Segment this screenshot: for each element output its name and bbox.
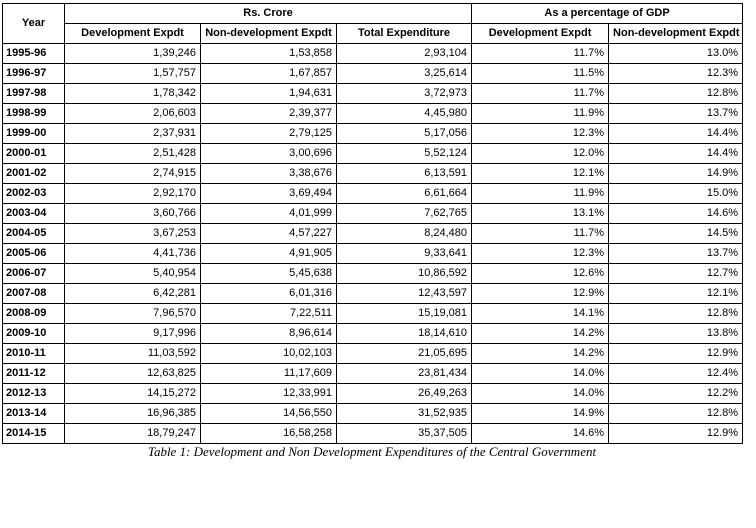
table-row [3, 44, 743, 64]
year-cell: 1996-97 [3, 64, 65, 84]
dev-expdt-cell: 5,40,954 [65, 264, 201, 284]
table-row [3, 144, 743, 164]
nondev-expdt-cell: 4,91,905 [201, 244, 337, 264]
total-expenditure-cell: 21,05,695 [337, 344, 472, 364]
gdp-dev-pct-cell: 11.9% [472, 184, 609, 204]
table-row [3, 224, 743, 244]
gdp-dev-pct-cell: 12.3% [472, 124, 609, 144]
total-expenditure-cell: 23,81,434 [337, 364, 472, 384]
nondev-expdt-cell: 6,01,316 [201, 284, 337, 304]
gdp-nondev-pct-cell: 12.8% [609, 304, 743, 324]
dev-expdt-header: Development Expdt [65, 24, 201, 44]
gdp-dev-pct-cell: 11.9% [472, 104, 609, 124]
dev-expdt-cell: 7,96,570 [65, 304, 201, 324]
table-container [2, 3, 742, 460]
table-row [3, 384, 743, 404]
table-row [3, 164, 743, 184]
table-row [3, 104, 743, 124]
nondev-expdt-cell: 4,01,999 [201, 204, 337, 224]
dev-expdt-cell: 1,39,246 [65, 44, 201, 64]
year-cell: 2001-02 [3, 164, 65, 184]
table-row [3, 204, 743, 224]
total-expenditure-cell: 4,45,980 [337, 104, 472, 124]
gdp-dev-pct-cell: 13.1% [472, 204, 609, 224]
total-expenditure-cell: 9,33,641 [337, 244, 472, 264]
table-body [3, 44, 743, 444]
total-expenditure-cell: 8,24,480 [337, 224, 472, 244]
nondev-expdt-cell: 14,56,550 [201, 404, 337, 424]
nondev-expdt-cell: 5,45,638 [201, 264, 337, 284]
total-expenditure-cell: 5,52,124 [337, 144, 472, 164]
total-expenditure-cell: 3,25,614 [337, 64, 472, 84]
nondev-expdt-cell: 2,79,125 [201, 124, 337, 144]
gdp-nondev-pct-cell: 12.4% [609, 364, 743, 384]
gdp-dev-pct-cell: 14.2% [472, 344, 609, 364]
table-row [3, 284, 743, 304]
nondev-expdt-cell: 4,57,227 [201, 224, 337, 244]
dev-expdt-cell: 14,15,272 [65, 384, 201, 404]
table-row [3, 324, 743, 344]
gdp-nondev-pct-cell: 12.8% [609, 404, 743, 424]
gdp-dev-expdt-header: Development Expdt [472, 24, 609, 44]
gdp-dev-pct-cell: 11.7% [472, 84, 609, 104]
gdp-nondev-pct-cell: 13.7% [609, 244, 743, 264]
gdp-nondev-pct-cell: 13.0% [609, 44, 743, 64]
gdp-dev-pct-cell: 14.0% [472, 364, 609, 384]
nondev-expdt-cell: 16,58,258 [201, 424, 337, 444]
table-row [3, 404, 743, 424]
year-cell: 2002-03 [3, 184, 65, 204]
dev-expdt-cell: 3,67,253 [65, 224, 201, 244]
dev-expdt-cell: 2,92,170 [65, 184, 201, 204]
gdp-nondev-pct-cell: 12.9% [609, 424, 743, 444]
year-cell: 2014-15 [3, 424, 65, 444]
dev-expdt-cell: 4,41,736 [65, 244, 201, 264]
nondev-expdt-cell: 3,69,494 [201, 184, 337, 204]
year-cell: 2011-12 [3, 364, 65, 384]
gdp-nondev-pct-cell: 13.7% [609, 104, 743, 124]
table-row [3, 184, 743, 204]
total-expenditure-header: Total Expenditure [337, 24, 472, 44]
gdp-nondev-pct-cell: 12.3% [609, 64, 743, 84]
year-cell: 1999-00 [3, 124, 65, 144]
dev-expdt-cell: 2,06,603 [65, 104, 201, 124]
table-row [3, 124, 743, 144]
gdp-nondev-expdt-header: Non-development Expdt [609, 24, 743, 44]
nondev-expdt-cell: 3,00,696 [201, 144, 337, 164]
table-row [3, 344, 743, 364]
dev-expdt-cell: 16,96,385 [65, 404, 201, 424]
dev-expdt-cell: 2,74,915 [65, 164, 201, 184]
total-expenditure-cell: 5,17,056 [337, 124, 472, 144]
year-cell: 2010-11 [3, 344, 65, 364]
gdp-dev-pct-cell: 11.7% [472, 44, 609, 64]
nondev-expdt-cell: 1,53,858 [201, 44, 337, 64]
total-expenditure-cell: 6,61,664 [337, 184, 472, 204]
dev-expdt-cell: 2,37,931 [65, 124, 201, 144]
gdp-dev-pct-cell: 14.1% [472, 304, 609, 324]
dev-expdt-cell: 9,17,996 [65, 324, 201, 344]
header-row-groups [3, 4, 743, 24]
nondev-expdt-header: Non-development Expdt [201, 24, 337, 44]
gdp-dev-pct-cell: 12.3% [472, 244, 609, 264]
gdp-dev-pct-cell: 12.0% [472, 144, 609, 164]
gdp-nondev-pct-cell: 13.8% [609, 324, 743, 344]
gdp-nondev-pct-cell: 14.4% [609, 144, 743, 164]
gdp-nondev-pct-cell: 14.6% [609, 204, 743, 224]
table-row [3, 264, 743, 284]
total-expenditure-cell: 3,72,973 [337, 84, 472, 104]
total-expenditure-cell: 35,37,505 [337, 424, 472, 444]
nondev-expdt-cell: 10,02,103 [201, 344, 337, 364]
expenditure-table [2, 3, 743, 444]
table-row [3, 84, 743, 104]
year-cell: 2006-07 [3, 264, 65, 284]
gdp-dev-pct-cell: 14.2% [472, 324, 609, 344]
nondev-expdt-cell: 1,94,631 [201, 84, 337, 104]
table-row [3, 64, 743, 84]
gdp-nondev-pct-cell: 12.1% [609, 284, 743, 304]
nondev-expdt-cell: 7,22,511 [201, 304, 337, 324]
nondev-expdt-cell: 3,38,676 [201, 164, 337, 184]
dev-expdt-cell: 2,51,428 [65, 144, 201, 164]
gdp-nondev-pct-cell: 12.2% [609, 384, 743, 404]
total-expenditure-cell: 26,49,263 [337, 384, 472, 404]
year-cell: 2012-13 [3, 384, 65, 404]
dev-expdt-cell: 11,03,592 [65, 344, 201, 364]
table-row [3, 304, 743, 324]
gdp-dev-pct-cell: 14.0% [472, 384, 609, 404]
total-expenditure-cell: 2,93,104 [337, 44, 472, 64]
dev-expdt-cell: 1,78,342 [65, 84, 201, 104]
table-row [3, 424, 743, 444]
year-cell: 2003-04 [3, 204, 65, 224]
year-cell: 1998-99 [3, 104, 65, 124]
nondev-expdt-cell: 1,67,857 [201, 64, 337, 84]
gdp-dev-pct-cell: 12.1% [472, 164, 609, 184]
nondev-expdt-cell: 12,33,991 [201, 384, 337, 404]
gdp-nondev-pct-cell: 12.9% [609, 344, 743, 364]
dev-expdt-cell: 18,79,247 [65, 424, 201, 444]
year-cell: 1997-98 [3, 84, 65, 104]
total-expenditure-cell: 7,62,765 [337, 204, 472, 224]
gdp-percentage-group-header: As a percentage of GDP [472, 4, 743, 24]
gdp-nondev-pct-cell: 12.7% [609, 264, 743, 284]
dev-expdt-cell: 3,60,766 [65, 204, 201, 224]
gdp-dev-pct-cell: 12.9% [472, 284, 609, 304]
total-expenditure-cell: 6,13,591 [337, 164, 472, 184]
total-expenditure-cell: 15,19,081 [337, 304, 472, 324]
dev-expdt-cell: 6,42,281 [65, 284, 201, 304]
year-cell: 2009-10 [3, 324, 65, 344]
dev-expdt-cell: 12,63,825 [65, 364, 201, 384]
header-row-columns [3, 24, 743, 44]
gdp-dev-pct-cell: 14.9% [472, 404, 609, 424]
gdp-dev-pct-cell: 12.6% [472, 264, 609, 284]
year-cell: 2007-08 [3, 284, 65, 304]
total-expenditure-cell: 31,52,935 [337, 404, 472, 424]
nondev-expdt-cell: 2,39,377 [201, 104, 337, 124]
total-expenditure-cell: 12,43,597 [337, 284, 472, 304]
year-cell: 2013-14 [3, 404, 65, 424]
gdp-nondev-pct-cell: 12.8% [609, 84, 743, 104]
year-cell: 1995-96 [3, 44, 65, 64]
table-row [3, 364, 743, 384]
gdp-nondev-pct-cell: 14.4% [609, 124, 743, 144]
year-cell: 2000-01 [3, 144, 65, 164]
total-expenditure-cell: 10,86,592 [337, 264, 472, 284]
table-caption: Table 1: Development and Non Development Expenditures of the Central Government [147, 444, 597, 459]
dev-expdt-cell: 1,57,757 [65, 64, 201, 84]
year-cell: 2004-05 [3, 224, 65, 244]
year-header: Year [3, 4, 65, 44]
gdp-dev-pct-cell: 11.7% [472, 224, 609, 244]
gdp-dev-pct-cell: 14.6% [472, 424, 609, 444]
year-cell: 2008-09 [3, 304, 65, 324]
table-row [3, 244, 743, 264]
nondev-expdt-cell: 8,96,614 [201, 324, 337, 344]
nondev-expdt-cell: 11,17,609 [201, 364, 337, 384]
gdp-nondev-pct-cell: 14.9% [609, 164, 743, 184]
gdp-dev-pct-cell: 11.5% [472, 64, 609, 84]
rs-crore-group-header: Rs. Crore [65, 4, 472, 24]
year-cell: 2005-06 [3, 244, 65, 264]
gdp-nondev-pct-cell: 14.5% [609, 224, 743, 244]
gdp-nondev-pct-cell: 15.0% [609, 184, 743, 204]
total-expenditure-cell: 18,14,610 [337, 324, 472, 344]
